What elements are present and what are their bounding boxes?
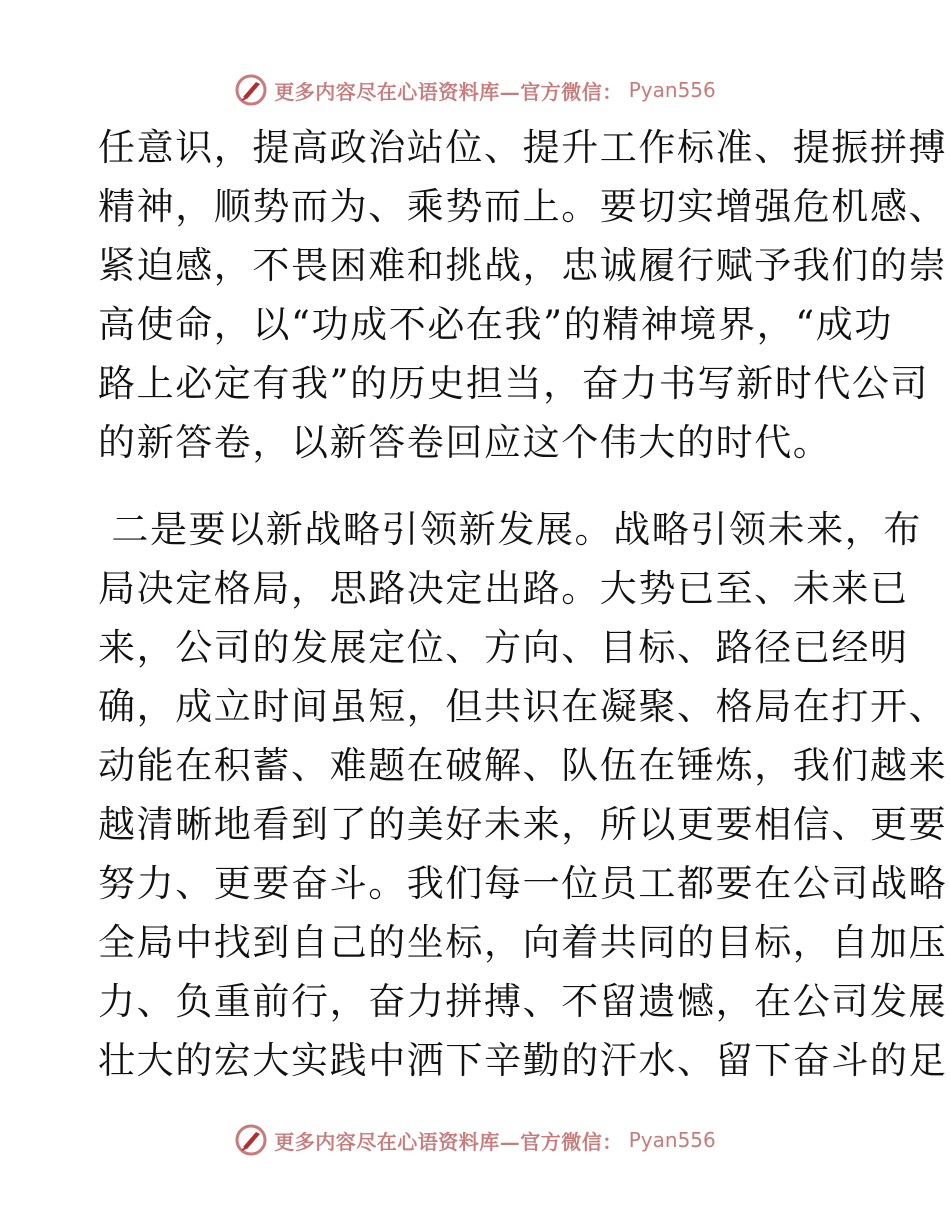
text-line: 精神，顺势而为、乘势而上。要切实增强危机感、 [98,185,948,228]
text-line: 壮大的宏大实践中洒下辛勤的汗水、留下奋斗的足 [98,1039,948,1082]
header-wechat-id: Pyan556 [628,78,716,102]
paragraph-2 [98,500,948,1090]
text-line: 确，成立时间虽短，但共识在凝聚、格局在打开、 [98,685,948,728]
document-body [98,118,948,1090]
footer-site-text: 更多内容尽在心语资料库—官方微信： [274,1129,623,1154]
text-line: 路上必定有我”的历史担当，奋力书写新时代公司 [98,362,930,405]
text-line: 越清晰地看到了的美好未来，所以更要相信、更要 [98,803,948,846]
text-line: 努力、更要奋斗。我们每一位员工都要在公司战略 [98,862,948,905]
paragraph-spacer [98,472,858,500]
quill-logo-icon [234,73,268,107]
text-line: 局决定格局，思路决定出路。大势已至、未来已 [98,567,909,610]
text-line: 全局中找到自己的坐标，向着共同的目标，自加压 [98,921,948,964]
text-line: 高使命，以“功成不必在我”的精神境界，“成功 [98,303,893,346]
text-line: 二是要以新战略引领新发展。战略引领未来，布 [98,508,922,551]
text-line: 紧迫感，不畏困难和挑战，忠诚履行赋予我们的崇 [98,244,948,287]
footer-banner [0,1120,950,1160]
header-site-text: 更多内容尽在心语资料库—官方微信： [274,79,623,104]
text-line: 的新答卷，以新答卷回应这个伟大的时代。 [98,421,832,464]
text-line: 来，公司的发展定位、方向、目标、路径已经明 [98,626,909,669]
footer-wechat-id: Pyan556 [628,1128,716,1152]
text-line: 力、负重前行，奋力拼搏、不留遗憾，在公司发展 [98,980,948,1023]
text-line: 任意识，提高政治站位、提升工作标准、提振拼搏 [98,126,948,169]
quill-logo-icon [234,1123,268,1157]
text-line: 动能在积蓄、难题在破解、队伍在锤炼，我们越来 [98,744,948,787]
paragraph-1 [98,118,948,472]
header-banner [0,70,950,110]
